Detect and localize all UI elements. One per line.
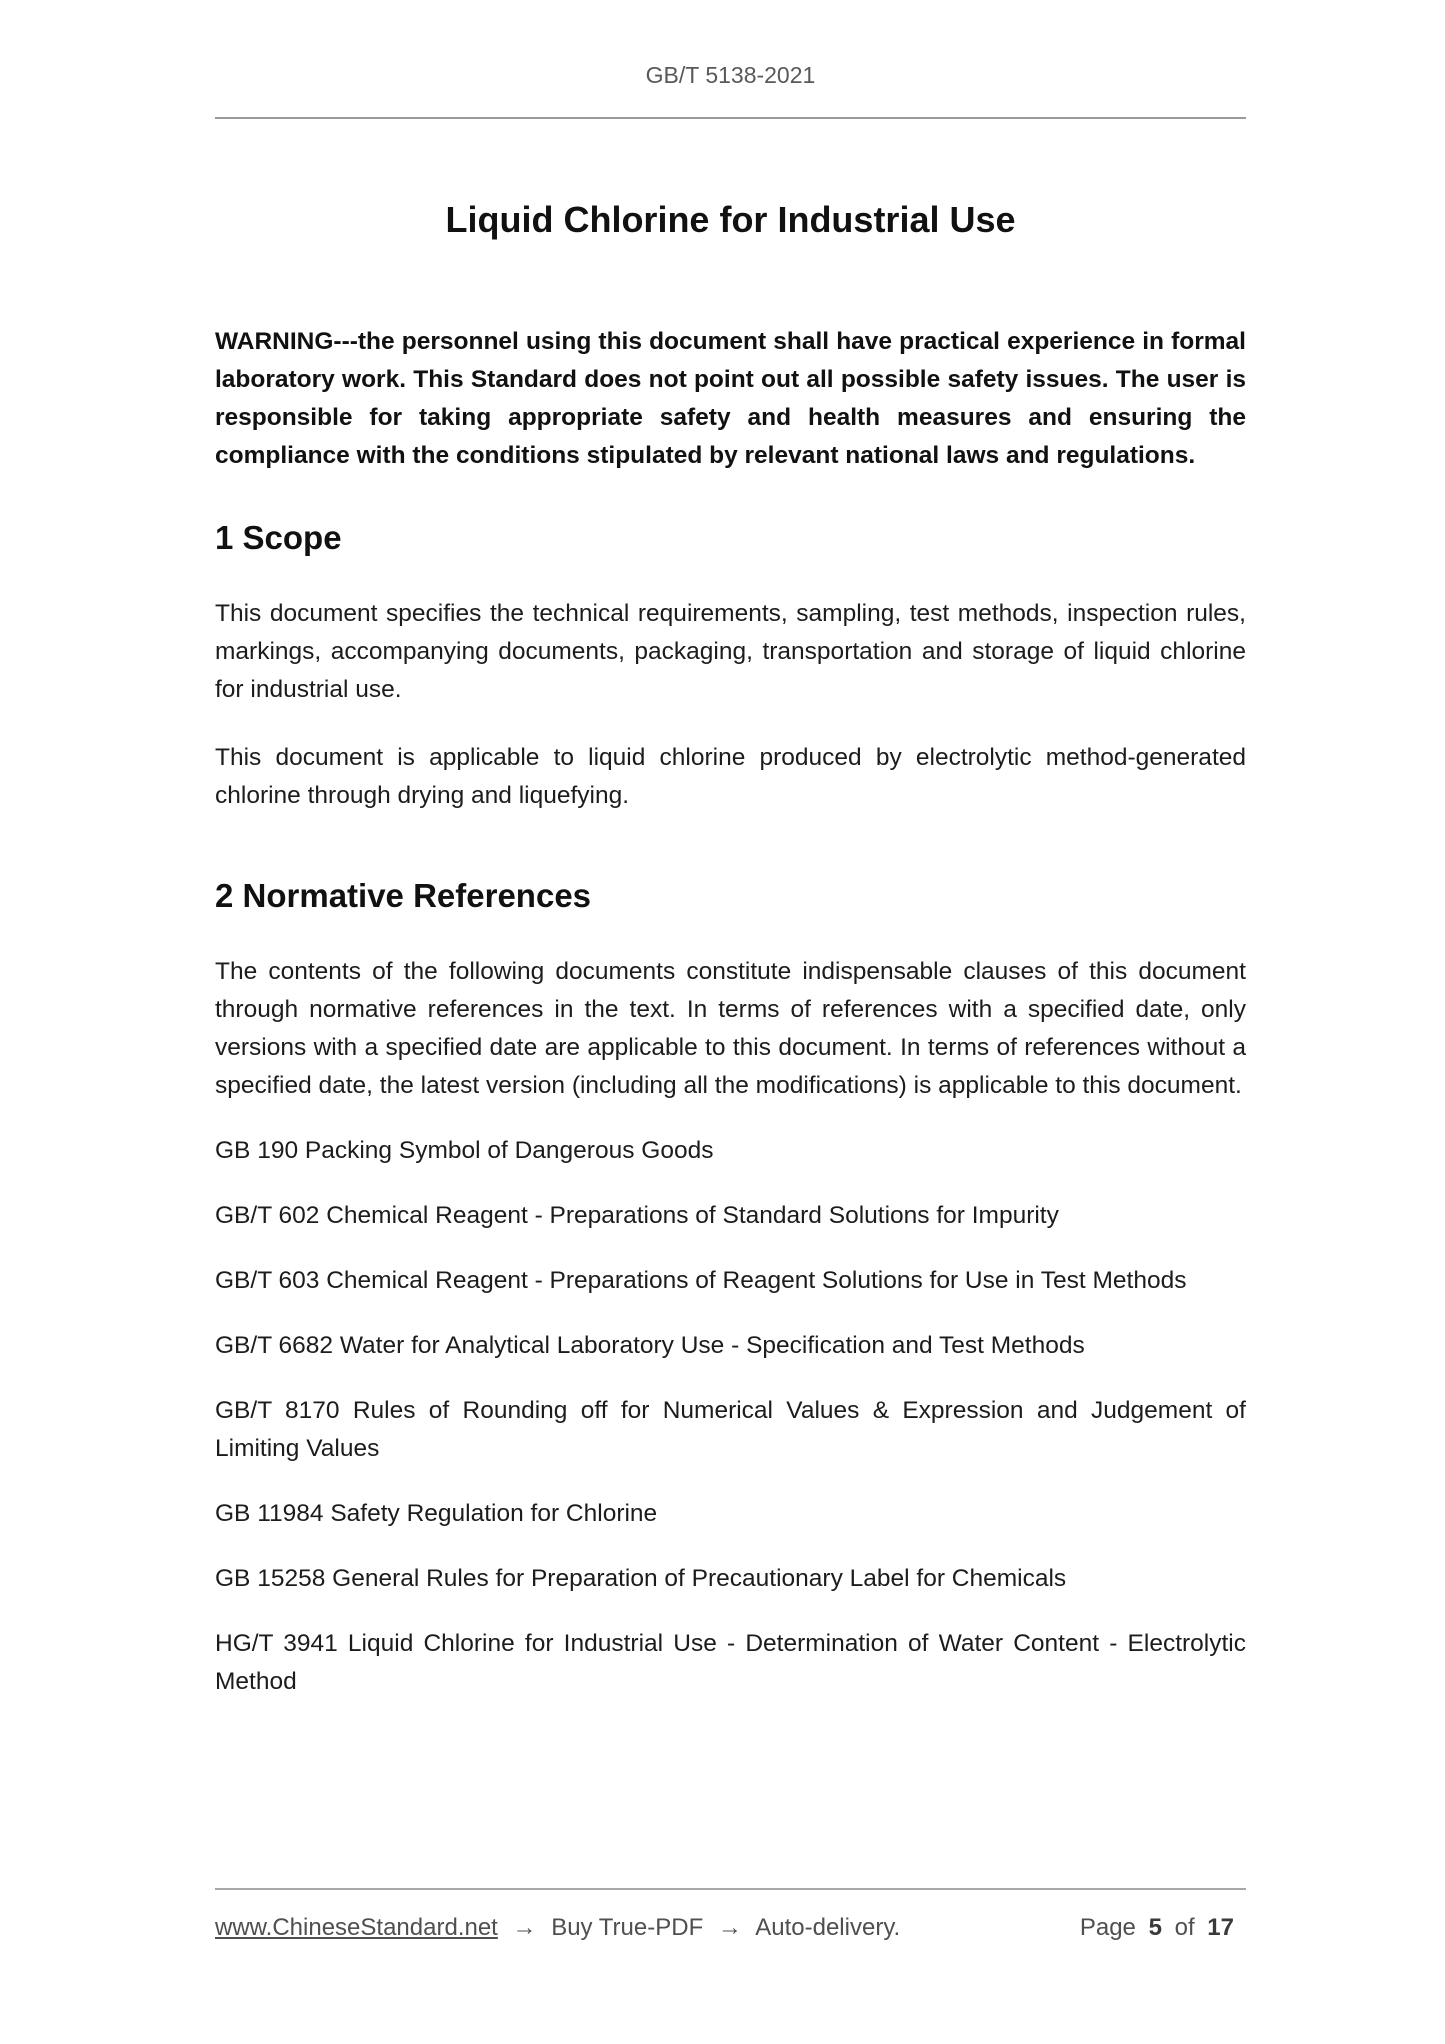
reference-item-gbt-8170: GB/T 8170 Rules of Rounding off for Numerical Values & Expression and Judgement of Limiting Values [215, 1397, 1246, 1462]
warning-paragraph: WARNING---the personnel using this document shall have practical experience in formal laboratory work. This Standard does not point out all possible safety issues. The user is responsible for taking appropriate safety and health measures and ensuring the compliance with the conditions stipulated by relevant national laws and regulations. [215, 328, 1246, 469]
arrow-right-icon: → [512, 1914, 537, 1941]
footer-delivery-label: Auto-delivery. [755, 1914, 901, 1941]
section-heading-normative-references: 2 Normative References [215, 877, 592, 914]
section-heading-scope: 1 Scope [215, 519, 342, 556]
of-label: of [1174, 1914, 1195, 1941]
normative-references-intro: The contents of the following documents constitute indispensable clauses of this document through normative references in the text. In terms of references with a specified date, only versions with a specified date are applicable to this document. In terms of references without a specified date, the latest version (including all the modifications) is applicable to this document. [215, 958, 1246, 1099]
footer-row [215, 1914, 1246, 1942]
scope-paragraph-2: This document is applicable to liquid chlorine produced by electrolytic method-generated chlorine through drying and liquefying. [215, 744, 1246, 809]
reference-item-gbt-6682: GB/T 6682 Water for Analytical Laboratory Use - Specification and Test Methods [215, 1332, 1085, 1359]
document-code-header: GB/T 5138-2021 [645, 62, 816, 88]
total-page-number: 17 [1207, 1914, 1234, 1941]
footer-divider [215, 1888, 1246, 1890]
page-content [215, 0, 1246, 1701]
page-number-indicator [1078, 1914, 1238, 1942]
scope-paragraph-1: This document specifies the technical requirements, sampling, test methods, inspection rules, markings, accompanying documents, packaging, transportation and storage of liquid chlorine for industrial use. [215, 600, 1246, 703]
reference-item-gb-11984: GB 11984 Safety Regulation for Chlorine [215, 1500, 658, 1527]
reference-item-gbt-603: GB/T 603 Chemical Reagent - Preparations of Reagent Solutions for Use in Test Methods [215, 1267, 1187, 1294]
footer-buy-label: Buy True-PDF [551, 1914, 704, 1941]
reference-item-gbt-602: GB/T 602 Chemical Reagent - Preparations of Standard Solutions for Impurity [215, 1202, 1059, 1229]
arrow-right-icon: → [717, 1914, 742, 1941]
reference-item-gb-15258: GB 15258 General Rules for Preparation of Precautionary Label for Chemicals [215, 1565, 1067, 1592]
current-page-number: 5 [1148, 1914, 1162, 1941]
page-label: Page [1079, 1914, 1136, 1941]
reference-item-gb-190: GB 190 Packing Symbol of Dangerous Goods [215, 1137, 714, 1164]
page-title: Liquid Chlorine for Industrial Use [445, 199, 1016, 240]
footer-promo [215, 1914, 900, 1942]
reference-item-hgt-3941: HG/T 3941 Liquid Chlorine for Industrial Use - Determination of Water Content - Electrolytic Method [215, 1630, 1246, 1695]
header-divider [215, 117, 1246, 119]
page-footer [215, 1888, 1246, 1942]
footer-site-link[interactable]: www.ChineseStandard.net [215, 1914, 498, 1941]
